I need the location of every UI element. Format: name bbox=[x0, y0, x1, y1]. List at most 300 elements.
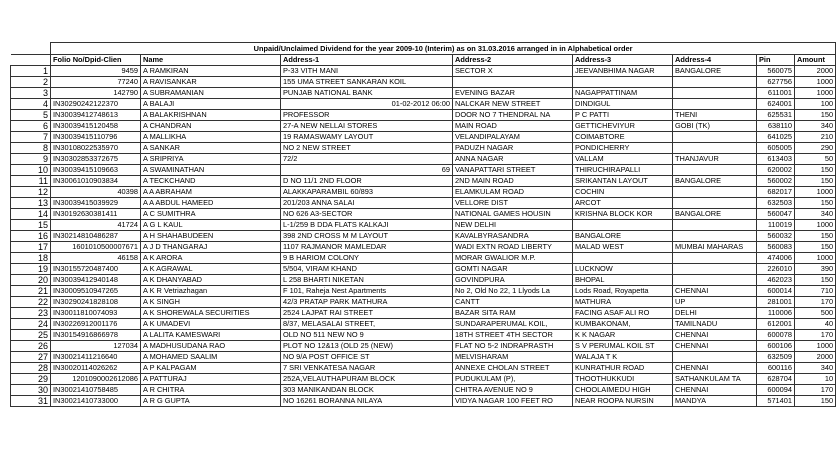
address-2-cell: VELLORE DIST bbox=[453, 198, 573, 209]
name-cell: A R CHITRA bbox=[141, 385, 281, 396]
pin-cell: 625531 bbox=[757, 110, 795, 121]
address-4-cell bbox=[673, 187, 757, 198]
dividend-sheet bbox=[10, 42, 834, 407]
dividend-table bbox=[10, 42, 836, 407]
address-3-cell: FACING ASAF ALI RO bbox=[573, 308, 673, 319]
row-number: 5 bbox=[11, 110, 51, 121]
name-cell: A BALAKRISHNAN bbox=[141, 110, 281, 121]
amount-cell: 100 bbox=[795, 99, 836, 110]
row-number: 22 bbox=[11, 297, 51, 308]
pin-cell: 560047 bbox=[757, 209, 795, 220]
address-4-cell bbox=[673, 143, 757, 154]
row-number: 13 bbox=[11, 198, 51, 209]
row-number: 20 bbox=[11, 275, 51, 286]
name-cell: A C SUMITHRA bbox=[141, 209, 281, 220]
table-row bbox=[11, 165, 836, 176]
address-2-cell: NEW DELHI bbox=[453, 220, 573, 231]
folio-cell: IN30020114026262 bbox=[51, 363, 141, 374]
address-2-cell: No 2, Old No 22, 1 Llyods La bbox=[453, 286, 573, 297]
amount-cell: 290 bbox=[795, 143, 836, 154]
row-number: 2 bbox=[11, 77, 51, 88]
address-1-cell: 69 bbox=[281, 165, 453, 176]
folio-cell: IN30039415120458 bbox=[51, 121, 141, 132]
address-4-cell: UP bbox=[673, 297, 757, 308]
table-header-row bbox=[11, 55, 836, 66]
name-cell: A MALLIKHA bbox=[141, 132, 281, 143]
pin-cell: 571401 bbox=[757, 396, 795, 407]
folio-cell: IN30039412748613 bbox=[51, 110, 141, 121]
table-row bbox=[11, 187, 836, 198]
row-number: 27 bbox=[11, 352, 51, 363]
address-4-cell bbox=[673, 231, 757, 242]
folio-cell: IN30039415110796 bbox=[51, 132, 141, 143]
name-cell: A K R Vetriazhagan bbox=[141, 286, 281, 297]
amount-cell: 170 bbox=[795, 330, 836, 341]
amount-cell: 1000 bbox=[795, 220, 836, 231]
row-number: 17 bbox=[11, 242, 51, 253]
address-4-cell: CHENNAI bbox=[673, 341, 757, 352]
amount-cell: 500 bbox=[795, 308, 836, 319]
table-row bbox=[11, 242, 836, 253]
table-row bbox=[11, 297, 836, 308]
address-4-cell bbox=[673, 264, 757, 275]
folio-cell: IN30290241828108 bbox=[51, 297, 141, 308]
table-row bbox=[11, 231, 836, 242]
amount-cell: 1000 bbox=[795, 341, 836, 352]
folio-cell: IN30009510947265 bbox=[51, 286, 141, 297]
table-row bbox=[11, 319, 836, 330]
table-row bbox=[11, 154, 836, 165]
address-4-cell bbox=[673, 275, 757, 286]
address-2-cell: DOOR NO 7 THENDRAL NA bbox=[453, 110, 573, 121]
pin-cell: 624001 bbox=[757, 99, 795, 110]
address-2-cell: MAIN ROAD bbox=[453, 121, 573, 132]
pin-cell: 613403 bbox=[757, 154, 795, 165]
address-1-cell: NO 16261 BORANNA NILAYA bbox=[281, 396, 453, 407]
name-cell: A K DHANYABAD bbox=[141, 275, 281, 286]
address-3-cell: MATHURA bbox=[573, 297, 673, 308]
folio-cell: 40398 bbox=[51, 187, 141, 198]
name-cell: A PATTURAJ bbox=[141, 374, 281, 385]
address-2-cell: EVENING BAZAR bbox=[453, 88, 573, 99]
address-1-cell: 303 MANIKANDAN BLOCK bbox=[281, 385, 453, 396]
table-row bbox=[11, 132, 836, 143]
name-cell: A K SINGH bbox=[141, 297, 281, 308]
address-4-cell: GOBI (TK) bbox=[673, 121, 757, 132]
table-row bbox=[11, 308, 836, 319]
row-number: 30 bbox=[11, 385, 51, 396]
address-3-cell: VALLAM bbox=[573, 154, 673, 165]
address-1-cell: PLOT NO 12&13 (OLD 25 (NEW) bbox=[281, 341, 453, 352]
amount-cell: 10 bbox=[795, 374, 836, 385]
address-1-cell: 42/3 PRATAP PARK MATHURA bbox=[281, 297, 453, 308]
table-row bbox=[11, 88, 836, 99]
row-number: 24 bbox=[11, 319, 51, 330]
address-3-cell bbox=[573, 77, 673, 88]
table-row bbox=[11, 341, 836, 352]
table-row bbox=[11, 66, 836, 77]
pin-cell: 110006 bbox=[757, 308, 795, 319]
address-1-cell: 72/2 bbox=[281, 154, 453, 165]
folio-cell: 41724 bbox=[51, 220, 141, 231]
name-cell: A K ARORA bbox=[141, 253, 281, 264]
header-amount: Amount bbox=[795, 55, 836, 66]
address-2-cell: VIDYA NAGAR 100 FEET RO bbox=[453, 396, 573, 407]
address-3-cell: KUNRATHUR ROAD bbox=[573, 363, 673, 374]
row-number: 25 bbox=[11, 330, 51, 341]
row-number: 9 bbox=[11, 154, 51, 165]
address-4-cell bbox=[673, 77, 757, 88]
amount-cell: 710 bbox=[795, 286, 836, 297]
address-4-cell bbox=[673, 198, 757, 209]
address-3-cell: BANGALORE bbox=[573, 231, 673, 242]
name-cell: A MOHAMED SAALIM bbox=[141, 352, 281, 363]
table-title-row bbox=[11, 43, 836, 55]
address-1-cell: ALAKKAPARAMBIL 60/893 bbox=[281, 187, 453, 198]
address-2-cell: BAZAR SITA RAM bbox=[453, 308, 573, 319]
amount-cell: 150 bbox=[795, 176, 836, 187]
address-3-cell: THOOTHUKKUDI bbox=[573, 374, 673, 385]
amount-cell: 1000 bbox=[795, 253, 836, 264]
row-number: 11 bbox=[11, 176, 51, 187]
address-1-cell: PROFESSOR bbox=[281, 110, 453, 121]
address-4-cell: DELHI bbox=[673, 308, 757, 319]
address-2-cell: PADUZH NAGAR bbox=[453, 143, 573, 154]
address-4-cell: CHENNAI bbox=[673, 286, 757, 297]
row-number: 4 bbox=[11, 99, 51, 110]
row-number: 3 bbox=[11, 88, 51, 99]
pin-cell: 600116 bbox=[757, 363, 795, 374]
address-1-cell: 7 SRI VENKATESA NAGAR bbox=[281, 363, 453, 374]
address-4-cell bbox=[673, 352, 757, 363]
pin-cell: 600014 bbox=[757, 286, 795, 297]
table-row bbox=[11, 99, 836, 110]
address-4-cell bbox=[673, 165, 757, 176]
name-cell: A SRIPRIYA bbox=[141, 154, 281, 165]
name-cell: A R G GUPTA bbox=[141, 396, 281, 407]
address-2-cell: NATIONAL GAMES HOUSIN bbox=[453, 209, 573, 220]
address-3-cell: K K NAGAR bbox=[573, 330, 673, 341]
table-row bbox=[11, 352, 836, 363]
address-1-cell: OLD NO 511 NEW NO 9 bbox=[281, 330, 453, 341]
address-2-cell: ANNA NAGAR bbox=[453, 154, 573, 165]
amount-cell: 150 bbox=[795, 165, 836, 176]
address-4-cell: MANDYA bbox=[673, 396, 757, 407]
name-cell: A SUBRAMANIAN bbox=[141, 88, 281, 99]
header-folio: Folio No/Dpid-Clien bbox=[51, 55, 141, 66]
amount-cell: 150 bbox=[795, 275, 836, 286]
row-number: 7 bbox=[11, 132, 51, 143]
name-cell: A J D THANGARAJ bbox=[141, 242, 281, 253]
address-3-cell: GETTICHEVIYUR bbox=[573, 121, 673, 132]
name-cell: A A ABRAHAM bbox=[141, 187, 281, 198]
header-address-4: Address-4 bbox=[673, 55, 757, 66]
folio-cell: IN30021411216640 bbox=[51, 352, 141, 363]
address-3-cell: NAGAPPATTINAM bbox=[573, 88, 673, 99]
row-number: 23 bbox=[11, 308, 51, 319]
table-row bbox=[11, 374, 836, 385]
address-2-cell: NALCKAR NEW STREET bbox=[453, 99, 573, 110]
folio-cell: 142790 bbox=[51, 88, 141, 99]
amount-cell: 150 bbox=[795, 396, 836, 407]
blank-corner-cell bbox=[11, 55, 51, 66]
row-number: 6 bbox=[11, 121, 51, 132]
header-name: Name bbox=[141, 55, 281, 66]
pin-cell: 605005 bbox=[757, 143, 795, 154]
address-4-cell: SATHANKULAM TA bbox=[673, 374, 757, 385]
table-title: Unpaid/Unclaimed Dividend for the year 2009-10 (Interim) as on 31.03.2016 arranged in in Alphabetical order bbox=[51, 43, 836, 55]
name-cell: A MADHUSUDANA RAO bbox=[141, 341, 281, 352]
address-1-cell: F 101, Raheja Nest Apartments bbox=[281, 286, 453, 297]
table-row bbox=[11, 275, 836, 286]
name-cell: A RAMKIRAN bbox=[141, 66, 281, 77]
address-3-cell: KRISHNA BLOCK KOR bbox=[573, 209, 673, 220]
address-2-cell: GOVINDPURA bbox=[453, 275, 573, 286]
table-row bbox=[11, 110, 836, 121]
folio-cell: IN30192630381411 bbox=[51, 209, 141, 220]
pin-cell: 560002 bbox=[757, 176, 795, 187]
address-1-cell: 155 UMA STREET SANKARAN KOIL bbox=[281, 77, 453, 88]
address-2-cell: 2ND MAIN ROAD bbox=[453, 176, 573, 187]
pin-cell: 600078 bbox=[757, 330, 795, 341]
address-2-cell: GOMTI NAGAR bbox=[453, 264, 573, 275]
address-1-cell: L-1/259 B DDA FLATS KALKAJI bbox=[281, 220, 453, 231]
address-1-cell: NO 9/A POST OFFICE ST bbox=[281, 352, 453, 363]
amount-cell: 1000 bbox=[795, 187, 836, 198]
table-row bbox=[11, 176, 836, 187]
folio-cell: 1201090002612086 bbox=[51, 374, 141, 385]
address-2-cell: MORAR GWALIOR M.P. bbox=[453, 253, 573, 264]
amount-cell: 1000 bbox=[795, 77, 836, 88]
folio-cell: IN30011810074093 bbox=[51, 308, 141, 319]
address-3-cell: CHOOLAIMEDU HIGH bbox=[573, 385, 673, 396]
address-1-cell: L 258 BHARTI NIKETAN bbox=[281, 275, 453, 286]
pin-cell: 281001 bbox=[757, 297, 795, 308]
address-3-cell: DINDIGUL bbox=[573, 99, 673, 110]
row-number: 10 bbox=[11, 165, 51, 176]
address-2-cell: KAVALBYRASANDRA bbox=[453, 231, 573, 242]
address-2-cell: 18TH STREET 4TH SECTOR bbox=[453, 330, 573, 341]
row-number: 26 bbox=[11, 341, 51, 352]
folio-cell: IN30039415109663 bbox=[51, 165, 141, 176]
amount-cell: 390 bbox=[795, 264, 836, 275]
folio-cell: 1601010500007671 bbox=[51, 242, 141, 253]
address-3-cell: ARCOT bbox=[573, 198, 673, 209]
amount-cell: 1000 bbox=[795, 88, 836, 99]
address-3-cell: LUCKNOW bbox=[573, 264, 673, 275]
row-number: 15 bbox=[11, 220, 51, 231]
name-cell: A LALITA KAMESWARI bbox=[141, 330, 281, 341]
name-cell: A P KALPAGAM bbox=[141, 363, 281, 374]
address-1-cell: 398 2ND CROSS M M LAYOUT bbox=[281, 231, 453, 242]
table-row bbox=[11, 363, 836, 374]
row-number: 14 bbox=[11, 209, 51, 220]
row-number: 19 bbox=[11, 264, 51, 275]
amount-cell: 340 bbox=[795, 363, 836, 374]
address-4-cell bbox=[673, 88, 757, 99]
pin-cell: 627756 bbox=[757, 77, 795, 88]
address-1-cell: NO 2 NEW STREET bbox=[281, 143, 453, 154]
folio-cell: IN30039415039929 bbox=[51, 198, 141, 209]
address-3-cell: SRIKANTAN LAYOUT bbox=[573, 176, 673, 187]
name-cell: A K SHOREWALA SECURITIES bbox=[141, 308, 281, 319]
address-4-cell: THENI bbox=[673, 110, 757, 121]
row-number: 8 bbox=[11, 143, 51, 154]
pin-cell: 611001 bbox=[757, 88, 795, 99]
address-2-cell bbox=[453, 77, 573, 88]
address-4-cell: CHENNAI bbox=[673, 363, 757, 374]
row-number: 12 bbox=[11, 187, 51, 198]
table-row bbox=[11, 121, 836, 132]
amount-cell: 150 bbox=[795, 198, 836, 209]
address-1-cell: 5/504, VIRAM KHAND bbox=[281, 264, 453, 275]
address-4-cell: TAMILNADU bbox=[673, 319, 757, 330]
folio-cell: IN30061010903834 bbox=[51, 176, 141, 187]
table-row bbox=[11, 286, 836, 297]
header-address-2: Address-2 bbox=[453, 55, 573, 66]
name-cell: A G L KAUL bbox=[141, 220, 281, 231]
address-3-cell: PONDICHERRY bbox=[573, 143, 673, 154]
address-2-cell: VELANDIPALAYAM bbox=[453, 132, 573, 143]
name-cell: A SWAMINATHAN bbox=[141, 165, 281, 176]
name-cell: A K AGRAWAL bbox=[141, 264, 281, 275]
pin-cell: 600094 bbox=[757, 385, 795, 396]
address-3-cell: COCHIN bbox=[573, 187, 673, 198]
folio-cell: 46158 bbox=[51, 253, 141, 264]
pin-cell: 110019 bbox=[757, 220, 795, 231]
pin-cell: 474006 bbox=[757, 253, 795, 264]
address-4-cell: BANGALORE bbox=[673, 176, 757, 187]
table-row bbox=[11, 220, 836, 231]
address-3-cell: Lods Road, Royapetta bbox=[573, 286, 673, 297]
address-1-cell: P-33 VITH MANI bbox=[281, 66, 453, 77]
table-row bbox=[11, 143, 836, 154]
address-3-cell: JEEVANBHIMA NAGAR bbox=[573, 66, 673, 77]
header-pin: Pin bbox=[757, 55, 795, 66]
address-2-cell: FLAT NO 5-2 INDRAPRASTH bbox=[453, 341, 573, 352]
address-3-cell: S V PERUMAL KOIL ST bbox=[573, 341, 673, 352]
address-3-cell: THIRUCHIRAPALLI bbox=[573, 165, 673, 176]
row-number: 16 bbox=[11, 231, 51, 242]
table-row bbox=[11, 209, 836, 220]
row-number: 1 bbox=[11, 66, 51, 77]
table-row bbox=[11, 264, 836, 275]
table-row bbox=[11, 198, 836, 209]
address-4-cell bbox=[673, 253, 757, 264]
pin-cell: 638110 bbox=[757, 121, 795, 132]
pin-cell: 226010 bbox=[757, 264, 795, 275]
amount-cell: 340 bbox=[795, 209, 836, 220]
address-2-cell: ELAMKULAM ROAD bbox=[453, 187, 573, 198]
pin-cell: 682017 bbox=[757, 187, 795, 198]
address-1-cell: 8/37, MELASALAI STREET, bbox=[281, 319, 453, 330]
address-3-cell: P C PATTI bbox=[573, 110, 673, 121]
pin-cell: 612001 bbox=[757, 319, 795, 330]
address-4-cell bbox=[673, 132, 757, 143]
folio-cell: IN30021410733000 bbox=[51, 396, 141, 407]
folio-cell: IN30021410758485 bbox=[51, 385, 141, 396]
table-row bbox=[11, 385, 836, 396]
address-2-cell: ANNEXE CHOLAN STREET bbox=[453, 363, 573, 374]
amount-cell: 210 bbox=[795, 132, 836, 143]
amount-cell: 150 bbox=[795, 110, 836, 121]
address-2-cell: CANTT bbox=[453, 297, 573, 308]
pin-cell: 560032 bbox=[757, 231, 795, 242]
name-cell: A H SHAHABUDEEN bbox=[141, 231, 281, 242]
address-3-cell: WALAJA T K bbox=[573, 352, 673, 363]
amount-cell: 40 bbox=[795, 319, 836, 330]
amount-cell: 2000 bbox=[795, 66, 836, 77]
folio-cell: IN30214810486287 bbox=[51, 231, 141, 242]
address-2-cell: CHITRA AVENUE NO 9 bbox=[453, 385, 573, 396]
folio-cell: IN30108022535970 bbox=[51, 143, 141, 154]
table-row bbox=[11, 396, 836, 407]
name-cell: A RAVISANKAR bbox=[141, 77, 281, 88]
folio-cell: IN30226912001176 bbox=[51, 319, 141, 330]
address-1-cell: D NO 11/1 2ND FLOOR bbox=[281, 176, 453, 187]
name-cell: A CHANDRAN bbox=[141, 121, 281, 132]
address-2-cell: PUDUKULAM (P), bbox=[453, 374, 573, 385]
address-3-cell: BHOPAL bbox=[573, 275, 673, 286]
pin-cell: 462023 bbox=[757, 275, 795, 286]
table-row bbox=[11, 330, 836, 341]
blank-corner-cell bbox=[11, 43, 51, 55]
amount-cell: 170 bbox=[795, 385, 836, 396]
address-2-cell: VANAPATTARI STREET bbox=[453, 165, 573, 176]
amount-cell: 2000 bbox=[795, 352, 836, 363]
address-1-cell: 201/203 ANNA SALAI bbox=[281, 198, 453, 209]
address-3-cell: NEAR ROOPA NURSIN bbox=[573, 396, 673, 407]
address-3-cell bbox=[573, 220, 673, 231]
name-cell: A SANKAR bbox=[141, 143, 281, 154]
pin-cell: 632503 bbox=[757, 198, 795, 209]
table-row bbox=[11, 77, 836, 88]
address-4-cell: BANGALORE bbox=[673, 66, 757, 77]
row-number: 29 bbox=[11, 374, 51, 385]
folio-cell: 127034 bbox=[51, 341, 141, 352]
address-4-cell: CHENNAI bbox=[673, 330, 757, 341]
address-4-cell: MUMBAI MAHARAS bbox=[673, 242, 757, 253]
address-3-cell bbox=[573, 253, 673, 264]
address-2-cell: SUNDARAPERUMAL KOIL, bbox=[453, 319, 573, 330]
folio-cell: 9459 bbox=[51, 66, 141, 77]
folio-cell: IN30290242122370 bbox=[51, 99, 141, 110]
address-4-cell: BANGALORE bbox=[673, 209, 757, 220]
name-cell: A A ABDUL HAMEED bbox=[141, 198, 281, 209]
folio-cell: 77240 bbox=[51, 77, 141, 88]
name-cell: A K UMADEVI bbox=[141, 319, 281, 330]
pin-cell: 600106 bbox=[757, 341, 795, 352]
amount-cell: 150 bbox=[795, 242, 836, 253]
pin-cell: 620002 bbox=[757, 165, 795, 176]
row-number: 21 bbox=[11, 286, 51, 297]
pin-cell: 632509 bbox=[757, 352, 795, 363]
folio-cell: IN30039412940148 bbox=[51, 275, 141, 286]
address-4-cell bbox=[673, 220, 757, 231]
address-4-cell: THANJAVUR bbox=[673, 154, 757, 165]
header-address-1: Address-1 bbox=[281, 55, 453, 66]
address-4-cell bbox=[673, 99, 757, 110]
address-3-cell: COIMABTORE bbox=[573, 132, 673, 143]
address-1-cell: 252A,VELAUTHAPURAM BLOCK bbox=[281, 374, 453, 385]
amount-cell: 170 bbox=[795, 297, 836, 308]
address-3-cell: KUMBAKONAM, bbox=[573, 319, 673, 330]
address-1-cell: 19 RAMASWAMY LAYOUT bbox=[281, 132, 453, 143]
table-row bbox=[11, 253, 836, 264]
address-2-cell: WADI EXTN ROAD LIBERTY bbox=[453, 242, 573, 253]
header-address-3: Address-3 bbox=[573, 55, 673, 66]
folio-cell: IN30155720487400 bbox=[51, 264, 141, 275]
